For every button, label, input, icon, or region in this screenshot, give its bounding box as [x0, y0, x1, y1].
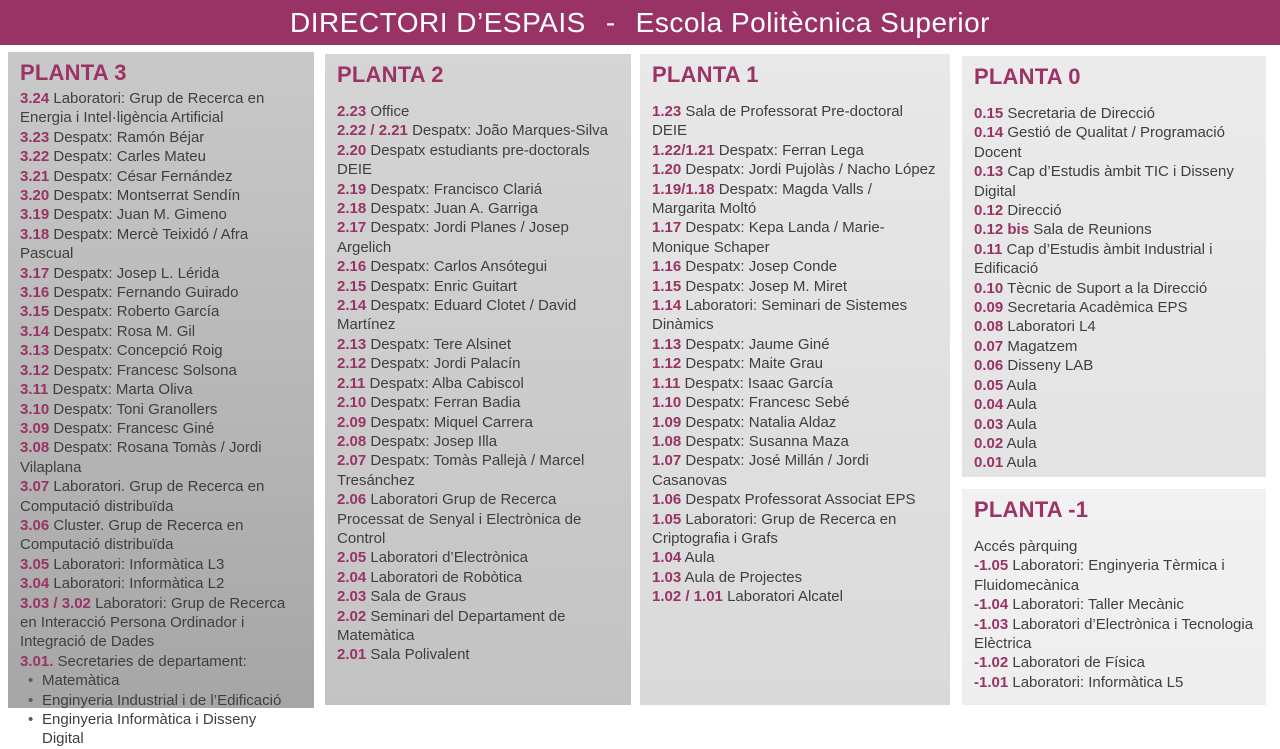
room-number: 2.11 — [337, 374, 366, 392]
room-number: 3.06 — [20, 516, 50, 534]
room-item — [20, 477, 302, 516]
room-label: Laboratori L4 — [1007, 318, 1096, 336]
room-number: 2.08 — [337, 432, 367, 450]
room-label: Laboratori: Grup de Recerca en Interacció Persona Ordinador i Integració de Dades — [20, 594, 286, 651]
room-label: Despatx: Alba Cabiscol — [369, 374, 524, 392]
room-number: 2.22 / 2.21 — [337, 122, 408, 140]
room-item — [337, 218, 619, 257]
room-item — [337, 257, 619, 276]
header-bar — [0, 0, 1280, 45]
department-list — [20, 671, 302, 749]
room-item — [337, 393, 619, 412]
room-number: 1.02 / 1.01 — [652, 588, 723, 606]
room-item — [20, 205, 302, 224]
room-number: 2.01 — [337, 646, 367, 664]
room-number: 2.13 — [337, 335, 367, 353]
room-number: 3.24 — [20, 90, 50, 107]
room-number: 0.02 — [974, 434, 1004, 452]
page-title-right: Escola Politècnica Superior — [635, 6, 990, 38]
room-number: 3.21 — [20, 167, 50, 185]
room-label: Despatx: Magda Valls / Margarita Moltó — [652, 180, 872, 218]
room-label: Laboratori d’Electrònica i Tecnologia Elèctrica — [974, 615, 1254, 653]
room-number: 2.05 — [337, 549, 367, 567]
room-number: 1.04 — [652, 549, 682, 567]
room-label: Despatx: Rosa M. Gil — [53, 322, 196, 340]
room-label: Seminari del Departament de Matemàtica — [337, 607, 566, 644]
panel-planta-m1 — [962, 489, 1266, 705]
room-item — [652, 296, 938, 335]
room-number: 1.05 — [652, 510, 682, 528]
room-item — [652, 548, 938, 567]
room-label: Aula — [1006, 415, 1037, 433]
room-label: Aula — [1006, 396, 1037, 414]
panel-title-planta-2: PLANTA 2 — [337, 62, 444, 87]
room-item — [974, 556, 1254, 595]
room-number: 3.07 — [20, 478, 50, 496]
room-item — [974, 615, 1254, 654]
room-item — [974, 279, 1254, 298]
room-item — [652, 354, 938, 373]
room-number: 3.11 — [20, 381, 49, 399]
room-item — [337, 645, 619, 664]
department-item: • Enginyeria Informàtica i Disseny Digital — [28, 710, 302, 749]
room-label: Despatx: Kepa Landa / Marie-Monique Schaper — [652, 219, 885, 256]
panel-title-planta-0: PLANTA 0 — [974, 64, 1081, 89]
room-item — [652, 490, 938, 509]
room-label: Laboratori: Grup de Recerca en Criptografia i Grafs — [652, 510, 897, 547]
room-number: 2.02 — [337, 607, 367, 625]
department-item: • Matemàtica — [28, 671, 302, 690]
room-label: Aula — [1006, 434, 1037, 452]
room-number: 2.17 — [337, 219, 367, 237]
room-label: Disseny LAB — [1007, 357, 1094, 375]
room-number: 0.06 — [974, 357, 1004, 375]
room-label: Despatx: Ferran Lega — [718, 141, 864, 159]
room-number: 2.12 — [337, 355, 367, 373]
room-label: Secretaries de departament: — [57, 652, 247, 670]
room-label: Laboratori: Informàtica L3 — [53, 555, 225, 573]
room-label: Despatx: Enric Guitart — [370, 277, 518, 295]
room-number: 1.11 — [652, 374, 681, 392]
room-label: Despatx: Josep L. Lérida — [53, 264, 220, 282]
room-item — [652, 587, 938, 606]
room-label: Laboratori: Enginyeria Tèrmica i Fluidomecànica — [974, 557, 1225, 594]
room-number: 0.03 — [974, 415, 1004, 433]
room-item — [20, 264, 302, 283]
room-number: 3.08 — [20, 439, 50, 457]
room-item — [974, 673, 1254, 692]
panel-title-planta-1: PLANTA 1 — [652, 62, 759, 87]
room-label: Laboratori: Grup de Recerca en Energia i Intel·ligència Artificial — [20, 90, 265, 127]
room-item — [652, 393, 938, 412]
room-label: Despatx: Mercè Teixidó / Afra Pascual — [20, 225, 249, 263]
room-item — [974, 356, 1254, 375]
room-item — [337, 490, 619, 548]
room-item — [652, 568, 938, 587]
room-item — [337, 587, 619, 606]
room-item — [652, 510, 938, 549]
room-item — [974, 595, 1254, 614]
room-label: Despatx: Jordi Palacín — [370, 355, 521, 373]
room-number: 1.12 — [652, 355, 682, 373]
page-title — [290, 7, 990, 39]
room-label: Cap d’Estudis àmbit TIC i Disseny Digital — [974, 163, 1234, 200]
room-label: Laboratori: Informàtica L2 — [53, 575, 225, 593]
room-number: 3.18 — [20, 225, 50, 243]
room-item — [652, 277, 938, 296]
room-item — [20, 400, 302, 419]
room-label: Despatx: Eduard Clotet / David Martínez — [337, 297, 577, 334]
room-label: Despatx: Juan A. Garriga — [370, 200, 538, 218]
room-label: Tècnic de Suport a la Direcció — [1007, 279, 1208, 297]
room-label: Laboratori: Taller Mecànic — [1012, 596, 1184, 614]
room-label: Secretaria de Direcció — [1007, 105, 1155, 122]
room-item — [974, 317, 1254, 336]
room-item — [20, 419, 302, 438]
room-label: Direcció — [1007, 202, 1062, 220]
room-item — [20, 341, 302, 360]
room-number: -1.03 — [974, 615, 1009, 633]
room-item — [20, 322, 302, 341]
room-item — [20, 225, 302, 264]
page-title-separator: - — [605, 6, 616, 38]
room-number: 3.12 — [20, 361, 50, 379]
room-number: 1.13 — [652, 335, 682, 353]
room-item — [652, 218, 938, 257]
room-number: 3.04 — [20, 575, 50, 593]
room-number: 3.15 — [20, 303, 50, 321]
room-number: 1.07 — [652, 452, 682, 470]
room-label: Despatx: João Marques-Silva — [412, 122, 609, 140]
room-label: Laboratori de Física — [1012, 654, 1145, 672]
room-label: Sala de Reunions — [1033, 221, 1152, 239]
room-item — [337, 568, 619, 587]
room-label: Laboratori Grup de Recerca Processat de Senyal i Electrònica de Control — [337, 491, 582, 547]
room-label: Despatx: José Millán / Jordi Casanovas — [652, 452, 869, 489]
room-item — [652, 374, 938, 393]
room-item — [337, 199, 619, 218]
room-item — [974, 123, 1254, 162]
room-item — [974, 240, 1254, 279]
room-item — [652, 102, 938, 141]
room-label: Sala Polivalent — [370, 646, 470, 664]
room-number: 3.14 — [20, 322, 50, 340]
room-number: 2.14 — [337, 297, 367, 315]
room-number: 0.04 — [974, 396, 1004, 414]
room-label: Secretaria Acadèmica EPS — [1007, 299, 1188, 317]
room-number: 1.10 — [652, 394, 682, 412]
room-item — [20, 380, 302, 399]
room-item — [652, 160, 938, 179]
room-item — [20, 555, 302, 574]
room-number: 2.06 — [337, 491, 367, 509]
room-item — [20, 147, 302, 166]
room-label: Despatx: Jordi Planes / Josep Argelich — [337, 219, 569, 256]
room-label: Despatx: Roberto García — [53, 303, 220, 321]
room-item — [337, 180, 619, 199]
room-number: 2.04 — [337, 568, 367, 586]
room-item — [974, 453, 1254, 472]
room-label: Despatx: Juan M. Gimeno — [53, 206, 227, 224]
room-item — [337, 335, 619, 354]
room-number: -1.04 — [974, 596, 1009, 614]
room-label: Despatx: Carlos Ansótegui — [370, 258, 548, 276]
room-number: 1.14 — [652, 297, 682, 315]
room-label: Despatx: Josep Illa — [370, 432, 498, 450]
room-item — [20, 283, 302, 302]
room-label: Gestió de Qualitat / Programació Docent — [974, 124, 1225, 161]
room-item — [337, 296, 619, 335]
room-label: Laboratori de Robòtica — [370, 568, 523, 586]
room-label: Despatx: Francisco Clariá — [370, 180, 543, 198]
room-number: 2.20 — [337, 141, 367, 159]
room-number: 0.12 bis — [974, 221, 1030, 239]
room-number: 3.17 — [20, 264, 50, 282]
room-number: 0.01 — [974, 454, 1004, 472]
room-number: 3.01. — [20, 652, 54, 670]
room-number: 3.19 — [20, 206, 50, 224]
room-label: Despatx: Concepció Roig — [53, 342, 223, 360]
panel-title-planta-m1: PLANTA -1 — [974, 497, 1089, 522]
room-item — [337, 413, 619, 432]
room-item — [337, 121, 619, 140]
room-item — [337, 277, 619, 296]
room-item — [974, 162, 1254, 201]
room-label: Laboratori: Seminari de Sistemes Dinàmics — [652, 297, 908, 334]
room-number: 2.03 — [337, 588, 367, 606]
room-item — [20, 89, 302, 128]
room-number: 1.16 — [652, 258, 682, 276]
room-label: Despatx: Natalia Aldaz — [685, 413, 837, 431]
room-label: Despatx: Francesc Sebé — [685, 394, 850, 412]
room-item — [20, 302, 302, 321]
room-label: Laboratori: Informàtica L5 — [1012, 673, 1184, 691]
room-item — [337, 354, 619, 373]
room-label: Laboratori d’Electrònica — [370, 549, 528, 567]
room-item — [20, 574, 302, 593]
room-number: -1.01 — [974, 673, 1009, 691]
room-number: 0.15 — [974, 105, 1004, 122]
room-item — [652, 413, 938, 432]
room-number: 3.23 — [20, 128, 50, 146]
room-item — [974, 376, 1254, 395]
room-number: 3.09 — [20, 419, 50, 437]
room-number: 3.22 — [20, 148, 50, 166]
room-item — [337, 102, 619, 121]
room-item — [974, 104, 1254, 123]
room-label: Despatx: Tomàs Pallejà / Marcel Tresánchez — [337, 452, 585, 489]
room-item — [974, 337, 1254, 356]
room-item — [974, 395, 1254, 414]
room-label: Laboratori Alcatel — [727, 588, 843, 606]
room-item — [337, 607, 619, 646]
room-label: Despatx: Toni Granollers — [53, 400, 218, 418]
room-number: 1.06 — [652, 491, 682, 509]
room-label: Despatx: Rosana Tomàs / Jordi Vilaplana — [20, 439, 262, 476]
room-number: 0.13 — [974, 163, 1004, 181]
room-item — [337, 548, 619, 567]
room-item — [974, 537, 1254, 556]
room-label: Despatx: Josep Conde — [685, 258, 838, 276]
room-item — [652, 451, 938, 490]
room-item — [337, 432, 619, 451]
room-number: 3.05 — [20, 555, 50, 573]
panel-planta-3 — [8, 52, 314, 748]
room-label: Sala de Graus — [370, 588, 467, 606]
room-number: 2.15 — [337, 277, 367, 295]
room-label: Despatx estudiants pre-doctorals DEIE — [337, 141, 590, 179]
room-label: Despatx: Carles Mateu — [53, 148, 206, 166]
room-label: Despatx: Marta Oliva — [52, 381, 193, 399]
room-label: Cap d’Estudis àmbit Industrial i Edificació — [974, 240, 1213, 278]
room-label: Despatx: Maite Grau — [685, 355, 823, 373]
room-label: Office — [370, 103, 410, 120]
room-item — [652, 432, 938, 451]
room-item — [20, 128, 302, 147]
room-label: Magatzem — [1007, 337, 1078, 355]
room-label: Despatx Professorat Associat EPS — [685, 491, 916, 509]
room-number: 1.08 — [652, 432, 682, 450]
room-label: Despatx: César Fernández — [53, 167, 233, 185]
room-number: 2.16 — [337, 258, 367, 276]
room-item — [652, 335, 938, 354]
room-label: Despatx: Ferran Badia — [370, 394, 521, 412]
room-item — [974, 220, 1254, 239]
room-number: 2.07 — [337, 452, 367, 470]
room-label: Despatx: Jordi Pujolàs / Nacho López — [685, 161, 936, 179]
room-label: Aula — [1006, 454, 1037, 472]
room-number: 0.05 — [974, 376, 1004, 394]
department-item: • Enginyeria Industrial i de l’Edificació — [28, 691, 302, 710]
room-item — [20, 652, 302, 671]
room-number: 1.17 — [652, 219, 682, 237]
room-label: Despatx: Susanna Maza — [685, 432, 849, 450]
room-label: Aula — [684, 549, 715, 567]
room-number: 0.09 — [974, 299, 1004, 317]
room-number: 3.13 — [20, 342, 50, 360]
room-item — [974, 415, 1254, 434]
room-number: 1.20 — [652, 161, 682, 179]
room-item — [974, 653, 1254, 672]
room-number: 0.07 — [974, 337, 1004, 355]
room-number: 2.19 — [337, 180, 367, 198]
room-item — [652, 257, 938, 276]
room-label: Despatx: Fernando Guirado — [53, 284, 239, 302]
room-number: 0.14 — [974, 124, 1004, 142]
panel-planta-2 — [325, 54, 631, 705]
room-label: Despatx: Francesc Solsona — [53, 361, 237, 379]
room-item — [20, 167, 302, 186]
room-label: Despatx: Tere Alsinet — [370, 335, 512, 353]
room-item — [652, 141, 938, 160]
room-number: -1.02 — [974, 654, 1009, 672]
room-number: 2.09 — [337, 413, 367, 431]
panel-planta-1 — [640, 54, 950, 705]
panel-title-planta-3: PLANTA 3 — [20, 60, 127, 85]
room-number: 0.08 — [974, 318, 1004, 336]
room-number: 1.15 — [652, 277, 682, 295]
room-item — [337, 451, 619, 490]
room-label: Despatx: Jaume Giné — [685, 335, 830, 353]
room-item — [20, 186, 302, 205]
panel-planta-0 — [962, 56, 1266, 477]
room-number: 3.10 — [20, 400, 50, 418]
room-item — [974, 298, 1254, 317]
room-item — [974, 434, 1254, 453]
room-label: Accés pàrquing — [974, 538, 1078, 555]
room-item — [652, 180, 938, 219]
room-number: 1.19/1.18 — [652, 180, 715, 198]
room-label: Despatx: Miquel Carrera — [370, 413, 533, 431]
room-number: 3.20 — [20, 187, 50, 205]
room-item — [20, 516, 302, 555]
room-item — [20, 438, 302, 477]
room-number: 3.16 — [20, 284, 50, 302]
room-label: Despatx: Montserrat Sendín — [53, 187, 241, 205]
room-number: 0.10 — [974, 279, 1004, 297]
room-label: Cluster. Grup de Recerca en Computació distribuïda — [20, 516, 244, 554]
room-number: 0.11 — [974, 240, 1003, 258]
room-number: 1.23 — [652, 103, 682, 120]
room-label: Aula — [1006, 376, 1037, 394]
page-title-left: DIRECTORI D’ESPAIS — [290, 6, 586, 38]
room-item — [974, 201, 1254, 220]
room-number: 2.23 — [337, 103, 367, 120]
room-number: 1.09 — [652, 413, 682, 431]
room-label: Laboratori. Grup de Recerca en Computació distribuïda — [20, 478, 265, 515]
room-label: Despatx: Isaac García — [684, 374, 833, 392]
room-number: -1.05 — [974, 557, 1009, 575]
room-item — [20, 361, 302, 380]
room-number: 2.10 — [337, 394, 367, 412]
room-number: 2.18 — [337, 200, 367, 218]
room-label: Sala de Professorat Pre-doctoral DEIE — [652, 103, 903, 140]
room-label: Aula de Projectes — [684, 568, 803, 586]
room-label: Despatx: Josep M. Miret — [685, 277, 848, 295]
room-number: 0.12 — [974, 202, 1004, 220]
room-number: 1.03 — [652, 568, 682, 586]
room-item — [20, 594, 302, 652]
room-item — [337, 141, 619, 180]
room-label: Despatx: Francesc Giné — [53, 419, 215, 437]
room-number: 3.03 / 3.02 — [20, 594, 91, 612]
room-item — [337, 374, 619, 393]
room-number: 1.22/1.21 — [652, 141, 715, 159]
room-label: Despatx: Ramón Béjar — [53, 128, 205, 146]
